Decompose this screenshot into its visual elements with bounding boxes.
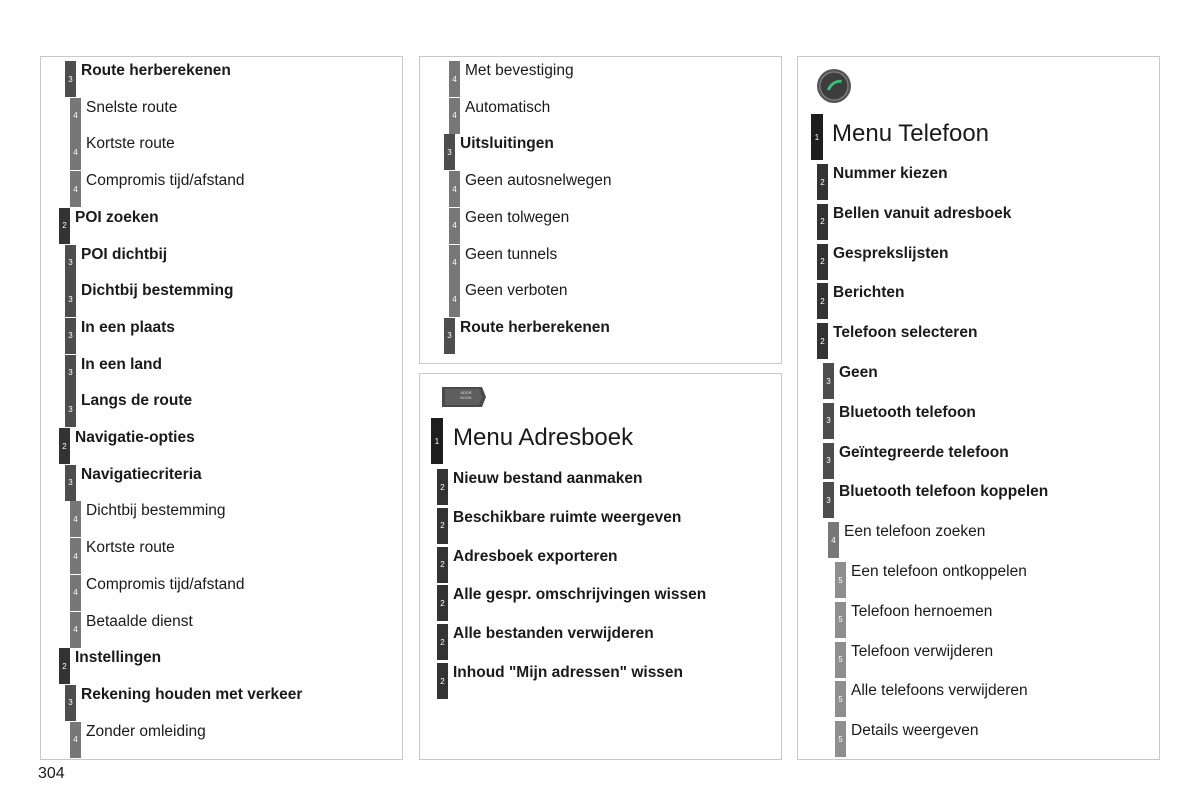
menu-item-label: Telefoon hernoemen bbox=[851, 602, 993, 620]
menu-item bbox=[41, 245, 402, 281]
level-badge: 3 bbox=[65, 391, 76, 427]
address-book-icon bbox=[441, 386, 487, 408]
navigation-menu-panel bbox=[40, 56, 403, 760]
menu-item bbox=[420, 469, 781, 505]
menu-item bbox=[41, 281, 402, 317]
menu-item bbox=[41, 391, 402, 427]
menu-item-label: Automatisch bbox=[465, 98, 551, 116]
level-badge: 2 bbox=[59, 648, 70, 684]
level-badge: 3 bbox=[65, 465, 76, 501]
menu-item bbox=[798, 721, 1159, 757]
menu-item-label: Met bevestiging bbox=[465, 62, 574, 79]
level-badge: 4 bbox=[449, 61, 460, 97]
menu-item-label: Navigatiecriteria bbox=[81, 465, 202, 483]
level-badge: 2 bbox=[437, 547, 448, 583]
address-book-icon-text: ADDR BOOK bbox=[460, 390, 472, 400]
level-badge: 2 bbox=[437, 624, 448, 660]
menu-item-label: Compromis tijd/afstand bbox=[86, 575, 245, 593]
menu-item bbox=[420, 134, 781, 170]
menu-item-label: Beschikbare ruimte weergeven bbox=[453, 508, 682, 526]
menu-item-label: Uitsluitingen bbox=[460, 135, 554, 153]
menu-item bbox=[420, 318, 781, 354]
level-badge: 4 bbox=[70, 98, 81, 134]
level-badge: 3 bbox=[65, 318, 76, 354]
menu-item-label: Rekening houden met verkeer bbox=[81, 685, 303, 703]
menu-item-label: Navigatie-opties bbox=[75, 429, 195, 446]
menu-item bbox=[420, 663, 781, 699]
menu-item bbox=[41, 648, 402, 684]
navigation-options-continued-panel bbox=[419, 56, 782, 364]
level-badge: 3 bbox=[823, 443, 834, 479]
menu-item bbox=[420, 171, 781, 207]
level-badge: 4 bbox=[70, 612, 81, 648]
menu-item bbox=[798, 363, 1159, 399]
menu-item bbox=[41, 685, 402, 721]
menu-item-label: POI dichtbij bbox=[81, 245, 168, 263]
menu-item bbox=[420, 98, 781, 134]
menu-item-label: In een plaats bbox=[81, 318, 175, 336]
level-badge: 2 bbox=[817, 323, 828, 359]
level-badge: 3 bbox=[65, 685, 76, 721]
address-book-menu-panel bbox=[419, 373, 782, 760]
menu-item-label: Adresboek exporteren bbox=[453, 547, 618, 565]
menu-item-label: Langs de route bbox=[81, 392, 193, 410]
menu-item-label: Geen bbox=[839, 364, 878, 381]
level-badge: 3 bbox=[444, 318, 455, 354]
level-badge: 2 bbox=[437, 508, 448, 544]
menu-item-label: Instellingen bbox=[75, 649, 162, 667]
level-badge: 4 bbox=[70, 722, 81, 758]
menu-item-label: Route herberekenen bbox=[460, 318, 610, 336]
level-badge: 3 bbox=[65, 245, 76, 281]
phone-menu-panel bbox=[797, 56, 1160, 760]
menu-item bbox=[420, 245, 781, 281]
level-badge: 3 bbox=[823, 482, 834, 518]
menu-item bbox=[798, 602, 1159, 638]
menu-item bbox=[798, 403, 1159, 439]
menu-item bbox=[420, 508, 781, 544]
section-title: Menu Telefoon bbox=[832, 120, 990, 147]
menu-item bbox=[798, 244, 1159, 280]
level-badge: 4 bbox=[449, 208, 460, 244]
level-badge: 3 bbox=[823, 363, 834, 399]
menu-item-label: Dichtbij bestemming bbox=[81, 282, 234, 300]
level-badge: 5 bbox=[835, 602, 846, 638]
level-badge: 3 bbox=[823, 403, 834, 439]
menu-item-label: POI zoeken bbox=[75, 208, 159, 226]
menu-item bbox=[798, 562, 1159, 598]
menu-item-label: Een telefoon zoeken bbox=[844, 523, 986, 541]
menu-item bbox=[798, 283, 1159, 319]
level-badge: 4 bbox=[449, 245, 460, 281]
section-title: Menu Adresboek bbox=[453, 424, 634, 451]
level-badge: 4 bbox=[70, 134, 81, 170]
menu-item-label: Geen tolwegen bbox=[465, 208, 570, 226]
menu-item bbox=[798, 522, 1159, 558]
level-badge: 5 bbox=[835, 721, 846, 757]
menu-item-label: Een telefoon ontkoppelen bbox=[851, 563, 1027, 580]
menu-item-label: Dichtbij bestemming bbox=[86, 502, 226, 520]
level-badge: 4 bbox=[828, 522, 839, 558]
phone-icon bbox=[816, 68, 852, 104]
level-badge: 2 bbox=[817, 283, 828, 319]
level-badge: 4 bbox=[70, 171, 81, 207]
level-badge: 5 bbox=[835, 642, 846, 678]
menu-item-label: Gesprekslijsten bbox=[833, 244, 949, 262]
menu-item bbox=[41, 98, 402, 134]
menu-item-label: Geïntegreerde telefoon bbox=[839, 443, 1009, 461]
menu-item-label: Berichten bbox=[833, 284, 905, 302]
level-badge: 4 bbox=[449, 171, 460, 207]
level-badge: 4 bbox=[449, 281, 460, 317]
page-number: 304 bbox=[38, 765, 65, 782]
menu-item-label: Alle gespr. omschrijvingen wissen bbox=[453, 586, 707, 604]
level-badge: 2 bbox=[817, 164, 828, 200]
menu-item bbox=[41, 171, 402, 207]
level-badge: 2 bbox=[437, 663, 448, 699]
menu-item bbox=[41, 465, 402, 501]
menu-item bbox=[420, 547, 781, 583]
level-badge: 2 bbox=[59, 428, 70, 464]
menu-item-label: Nieuw bestand aanmaken bbox=[453, 470, 643, 487]
menu-item bbox=[420, 624, 781, 660]
menu-item-label: Snelste route bbox=[86, 98, 178, 116]
menu-item bbox=[41, 355, 402, 391]
level-badge: 3 bbox=[65, 355, 76, 391]
level-badge: 2 bbox=[59, 208, 70, 244]
menu-item bbox=[798, 443, 1159, 479]
level-badge: 1 bbox=[811, 114, 823, 160]
menu-item-label: Details weergeven bbox=[851, 722, 979, 740]
level-badge: 3 bbox=[65, 281, 76, 317]
menu-item bbox=[41, 612, 402, 648]
level-badge: 4 bbox=[70, 501, 81, 537]
menu-item bbox=[41, 575, 402, 611]
menu-item-label: Geen verboten bbox=[465, 282, 568, 300]
menu-item-label: Alle bestanden verwijderen bbox=[453, 625, 654, 643]
menu-item bbox=[420, 208, 781, 244]
level-badge: 1 bbox=[431, 418, 443, 464]
level-badge: 4 bbox=[449, 98, 460, 134]
menu-item-label: Bluetooth telefoon bbox=[839, 403, 976, 421]
menu-item-label: Betaalde dienst bbox=[86, 612, 193, 630]
menu-item-label: Kortste route bbox=[86, 135, 175, 153]
menu-item bbox=[798, 681, 1159, 717]
level-badge: 5 bbox=[835, 562, 846, 598]
menu-item bbox=[798, 482, 1159, 518]
menu-item bbox=[41, 134, 402, 170]
menu-item-label: Telefoon selecteren bbox=[833, 324, 978, 342]
level-badge: 2 bbox=[437, 469, 448, 505]
menu-item-label: Inhoud "Mijn adressen" wissen bbox=[453, 664, 684, 681]
menu-item-label: Compromis tijd/afstand bbox=[86, 172, 245, 190]
menu-item bbox=[420, 61, 781, 97]
menu-item bbox=[41, 208, 402, 244]
menu-item-label: Alle telefoons verwijderen bbox=[851, 682, 1028, 700]
menu-item-label: Geen autosnelwegen bbox=[465, 172, 612, 190]
menu-item bbox=[798, 642, 1159, 678]
level-badge: 2 bbox=[817, 244, 828, 280]
menu-item bbox=[41, 318, 402, 354]
level-badge: 5 bbox=[835, 681, 846, 717]
menu-item bbox=[798, 323, 1159, 359]
menu-item-label: Nummer kiezen bbox=[833, 165, 948, 182]
menu-item bbox=[798, 164, 1159, 200]
level-badge: 3 bbox=[65, 61, 76, 97]
level-badge: 2 bbox=[437, 585, 448, 621]
menu-item-label: Bluetooth telefoon koppelen bbox=[839, 483, 1049, 501]
menu-item bbox=[420, 281, 781, 317]
menu-item bbox=[41, 428, 402, 464]
menu-item bbox=[41, 501, 402, 537]
menu-item bbox=[41, 61, 402, 97]
level-badge: 4 bbox=[70, 538, 81, 574]
menu-item-label: Zonder omleiding bbox=[86, 722, 206, 740]
menu-item-label: Telefoon verwijderen bbox=[851, 642, 994, 660]
level-badge: 2 bbox=[817, 204, 828, 240]
menu-item bbox=[41, 538, 402, 574]
menu-item-label: Bellen vanuit adresboek bbox=[833, 204, 1012, 222]
menu-item bbox=[420, 585, 781, 621]
menu-item bbox=[798, 204, 1159, 240]
level-badge: 4 bbox=[70, 575, 81, 611]
menu-item-label: Kortste route bbox=[86, 539, 175, 557]
menu-item bbox=[41, 722, 402, 758]
menu-item-label: In een land bbox=[81, 355, 162, 373]
level-badge: 3 bbox=[444, 134, 455, 170]
menu-item-label: Route herberekenen bbox=[81, 62, 231, 79]
menu-item-label: Geen tunnels bbox=[465, 245, 558, 263]
